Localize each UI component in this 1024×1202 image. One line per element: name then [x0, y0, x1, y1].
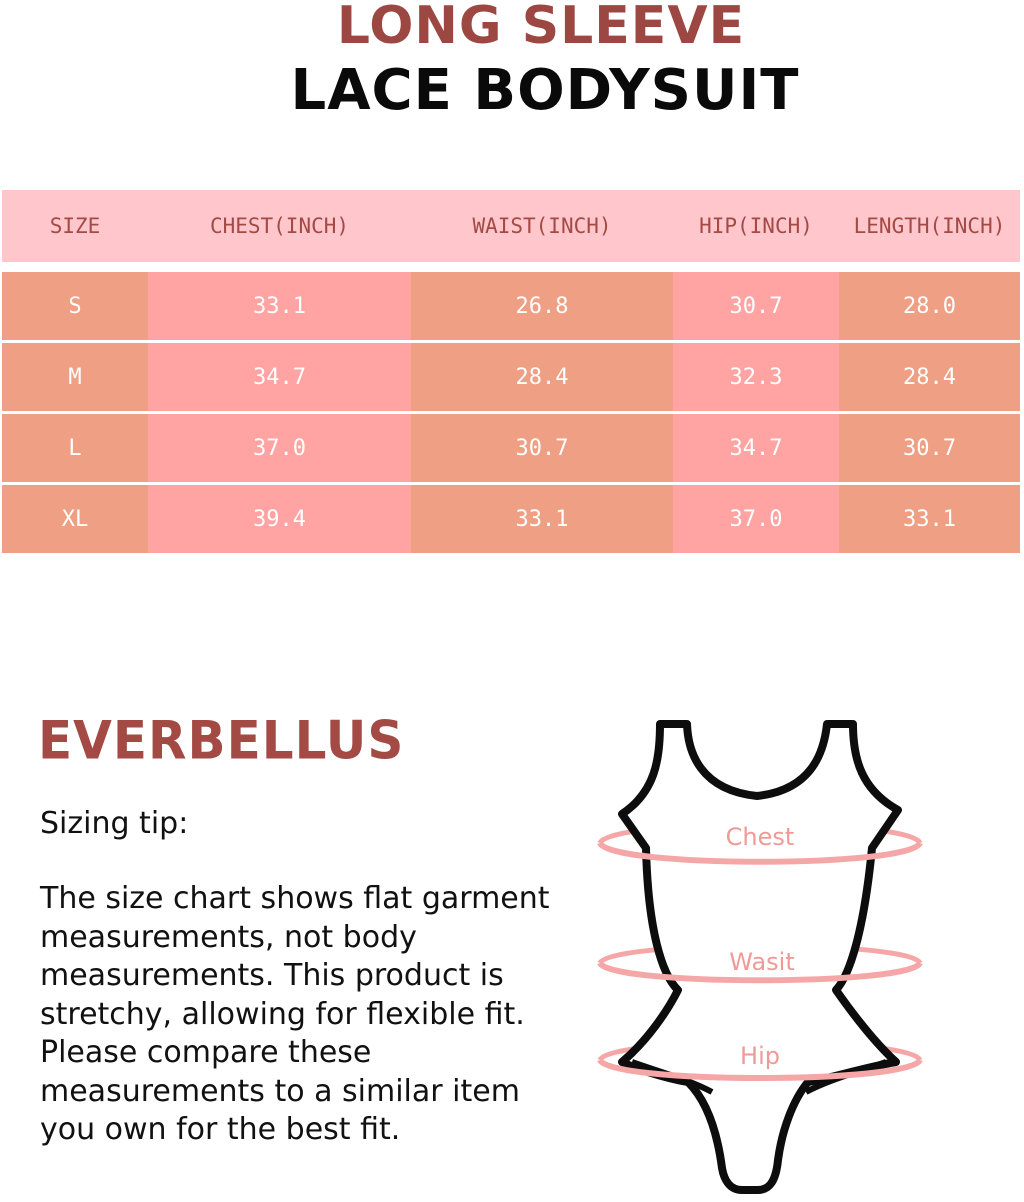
column-header: WAIST(INCH)	[472, 214, 612, 238]
column-header: LENGTH(INCH)	[853, 214, 1006, 238]
tip-line: you own for the best fit.	[40, 1112, 401, 1147]
tip-line: The size chart shows flat garment	[40, 881, 550, 916]
table-row	[2, 414, 1020, 482]
table-cell: 26.8	[411, 272, 673, 340]
table-cell: 33.1	[148, 272, 411, 340]
table-cell: 33.1	[839, 485, 1020, 553]
table-cell: L	[2, 414, 148, 482]
table-cell: M	[2, 343, 148, 411]
column-header: HIP(INCH)	[699, 214, 813, 238]
table-cell: 32.3	[673, 343, 839, 411]
hip-label: Hip	[740, 1042, 780, 1070]
title-line-2: LACE BODYSUIT	[290, 58, 800, 123]
tip-line: stretchy, allowing for flexible fit.	[40, 996, 525, 1032]
table-cell: 39.4	[148, 485, 411, 553]
sizing-tip-heading: Sizing tip:	[40, 806, 189, 841]
tip-line: measurements to a similar item	[40, 1073, 520, 1109]
tip-line: measurements, not body	[40, 919, 417, 955]
table-cell: 37.0	[148, 414, 411, 482]
table-cell: S	[2, 272, 148, 340]
table-cell: 34.7	[148, 343, 411, 411]
chest-label: Chest	[725, 823, 795, 851]
column-header: CHEST(INCH)	[209, 214, 350, 238]
tip-line: Please compare these	[40, 1035, 372, 1070]
table-cell: XL	[2, 485, 148, 553]
table-row	[2, 272, 1020, 340]
table-header-row	[2, 190, 1020, 262]
table-cell: 30.7	[673, 272, 839, 340]
table-cell: 37.0	[673, 485, 839, 553]
brand-logo: EVERBELLUS	[38, 710, 405, 771]
table-row	[2, 485, 1020, 553]
table-cell: 28.0	[839, 272, 1020, 340]
bodysuit-measurement-diagram	[590, 712, 930, 1202]
table-row	[2, 343, 1020, 411]
table-cell: 28.4	[411, 343, 673, 411]
column-header: SIZE	[49, 214, 101, 238]
tip-line: measurements. This product is	[40, 958, 504, 993]
title-line-1: LONG SLEEVE	[336, 0, 746, 56]
sizing-tip-text	[40, 880, 570, 1150]
table-cell: 33.1	[411, 485, 673, 553]
table-cell: 30.7	[839, 414, 1020, 482]
table-cell: 30.7	[411, 414, 673, 482]
table-cell: 34.7	[673, 414, 839, 482]
table-cell: 28.4	[839, 343, 1020, 411]
waist-label: Wasit	[729, 948, 795, 976]
